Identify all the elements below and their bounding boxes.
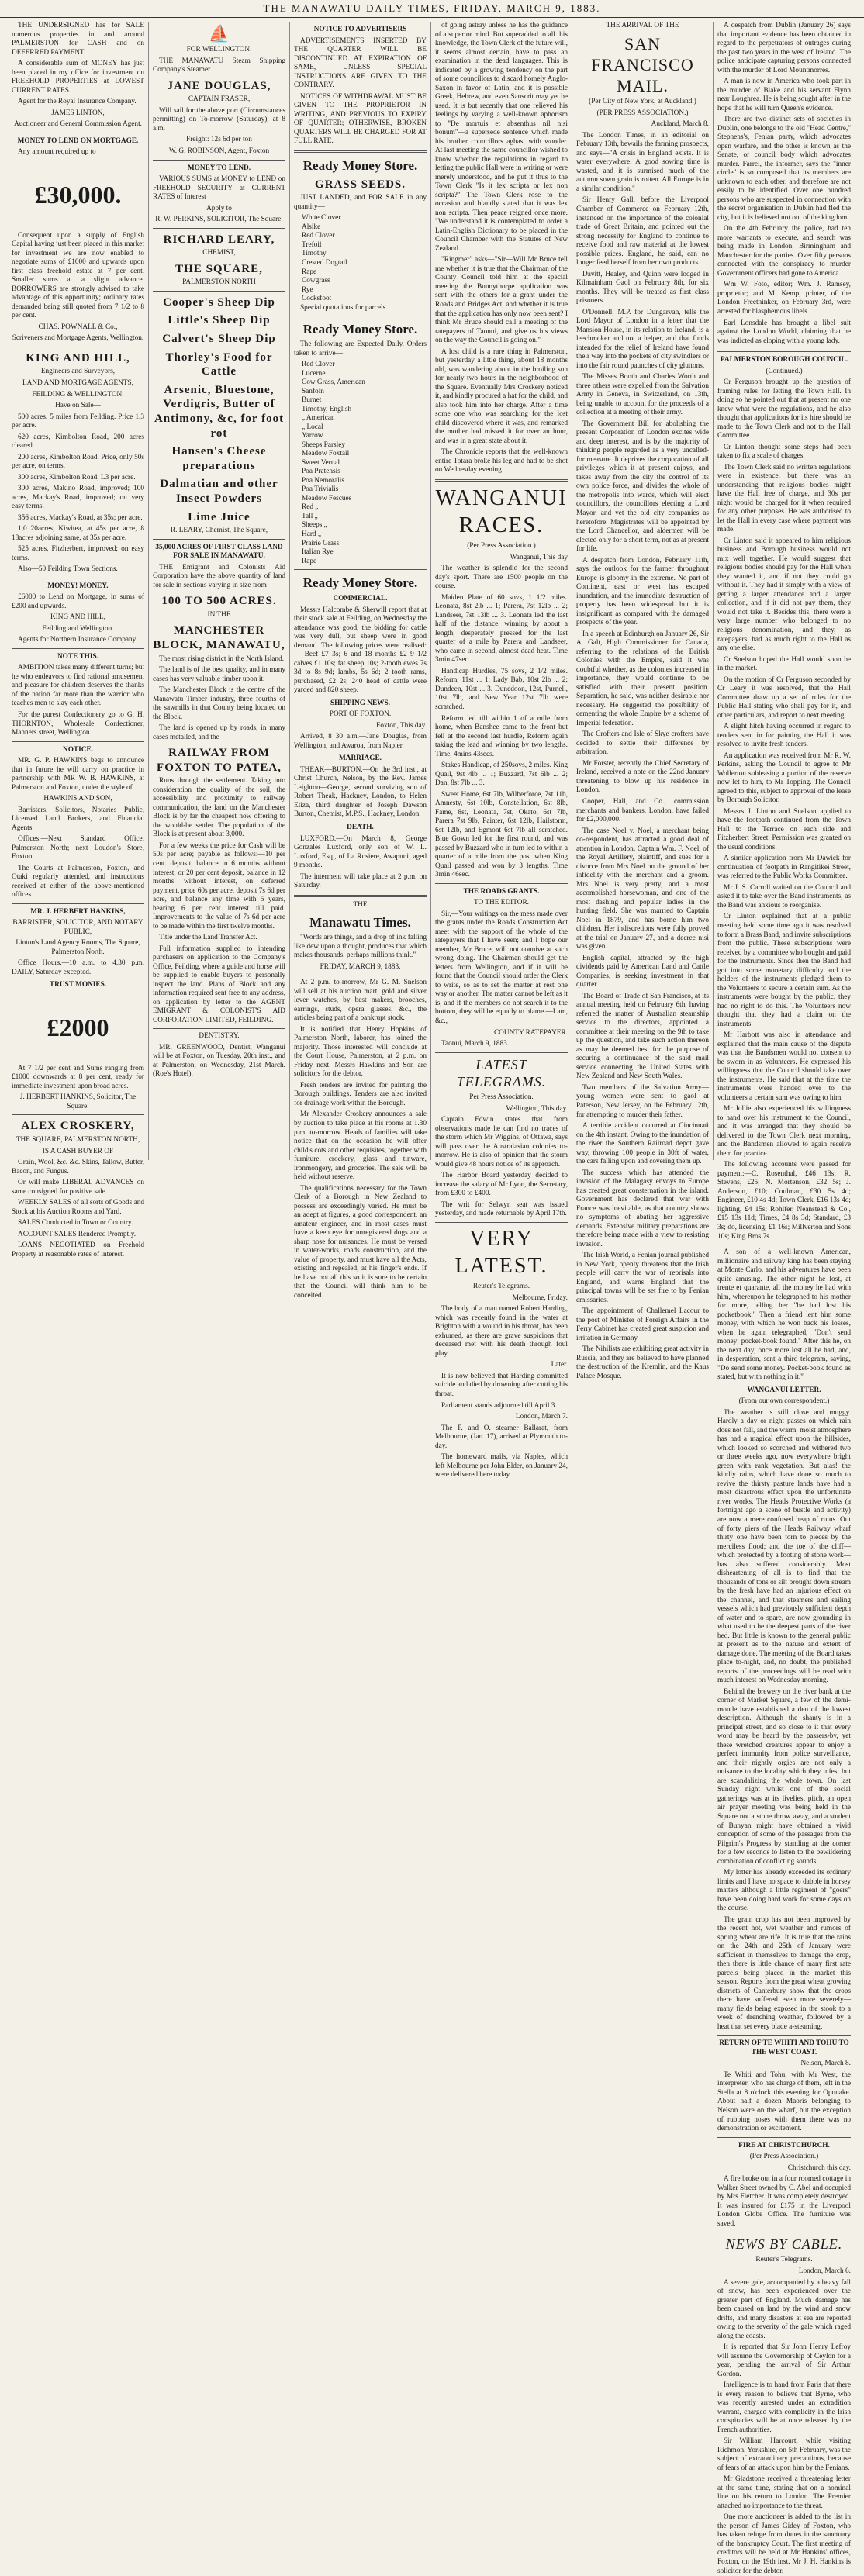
centered-line: Feilding and Wellington. — [42, 624, 114, 633]
right-line: Wanganui, This day — [510, 553, 568, 561]
paragraph: Barristers, Solicitors, Notaries Public, Licensed Land Brokers, and Financial Agents. — [12, 806, 144, 832]
paragraph: O'Donnell, M.P. for Dungarvan, tells the Lord Mayor of London in a letter that the Mansion House, in its relation to Ireland, is a leechmoker and not a helper, and that funds intended for the relief of Ireland have found their way into the pockets of city swindlers or into the fair round paunches of city gluttons. — [576, 308, 709, 370]
paragraph: Cr Linton said it appeared to him religious business and Borough business would not mix well together. He would suggest that religious bodies should pay for the Hall when they wanted it, and if not they could go without it. They had it simply with a view of getting a larger attendance and a larger collection, and if it did not pay them, they would not take it. Besides this, there were a very large number who belonged to no religious denomination, and they, as ratepayers, had as much right to the Hall as any one else. — [717, 537, 851, 653]
list-item: Alsike — [302, 223, 321, 231]
paragraph: Mr Gladstone received a threatening letter at the same time, stating that on a nominal line on his return to London. The Premier attached no importance to the threat. — [717, 2475, 851, 2510]
newspaper-columns — [8, 22, 856, 2575]
list-item: Rye — [302, 285, 313, 294]
list-item: Tall „ — [302, 512, 318, 520]
column-rule — [153, 160, 285, 161]
centered-line: (Continued.) — [766, 367, 803, 375]
list-item: „ Local — [302, 423, 323, 431]
paragraph: THE Emigrant and Colonists Aid Corporation have the above quantity of land for sale in sections varying in size from — [153, 563, 285, 589]
list-item: Hard „ — [302, 530, 322, 538]
paragraph: Sweet Home, 6st 7lb, Wilberforce, 7st 11b, Amnesty, 6st 10lb, Constellation, 6st 8lb, Fame, 8st, Leonata, 7st, Okato, 6st 7lb, Parera 7st 9lb, Painter, 6st 12lb, Hailstorm, 6st 12lb, and Egmont 6st 7lb all scratched. Blue Gown led for the first round, and was passed by Buzzard who in turn led to within a quarter of a mile from the post when King Quail passed and won by 3 lengths. Time 3min 46sec. — [435, 790, 568, 879]
paragraph: The weather is splendid for the second day's sport. There are 1500 people on the course. — [435, 565, 568, 591]
paragraph: 1,0 20acres, Kiwitea, at 45s per acre, 8 18acres adjoining same, at 35s per acre. — [12, 525, 144, 542]
display-headline: MANCHESTER BLOCK, MANAWATU, — [153, 624, 285, 651]
list-item: Red Clover — [302, 232, 335, 240]
paragraph: Messrs J. Linton and Snelson applied to have the footpath continued from the Town Hall to the Terrace on each side and Fitzherbert Street. Permission was granted on the usual conditions. — [717, 807, 851, 851]
paragraph: The London Times, in an editorial on February 13th, bewails the farming prospects, and says—"A crisis in England exists. It is water everywhere. A good sowing time is wasted, and it is surmised much of the autumn sown grain is rotten. All Europe is in a similar condition." — [576, 131, 709, 193]
headline: NOTICE TO ADVERTISERS — [313, 26, 407, 33]
paragraph: A lost child is a rare thing in Palmerston, but yesterday a little thing, about 18 months old, was wandering about in the broiling sun for nearly two hours in the neighborhood of the Square. Eventually Mrs Croskery noticed it, and kindly procured a hat for the child, and also took him into her charge. After a time some one who was searching for the lost child discovered where it was, and remarked the mother had missed it for over an hour, and was in a great state about it. — [435, 347, 568, 445]
paragraph: The weather is still close and muggy. Hardly a day or night passes on which rain does not fall, and the warm, moist atmosphere has had a magical effect upon the hillsides, which looked so scorched and withered two or three weeks ago, now everywhere bright green with rank vegetation. But alas! the kindly rains, which have done so much to revive the thirsty pasture lands have had a most disastrous effect upon the unfortunate river works. The Heads Protective Works (a fortnight ago a scene of bustle and activity) are now a mere confused heap of ruins. Out of forty piers of the Heads Railway wharf thirty one have been torn to pieces by the merciless flood; and the toe of the cliff—which protected by a footing of stone work—has also suffered considerably. Most disheartening of all is to find that the thousands of tons or silt brought down stream by the fresh have had an injurious effect on the channel, and that steamers and sailing vessels which had previously sufficient depth of water and to spare, are now grounding in what used to be the deepest parts of the river bed. But little is known to the general public at present as to the nature and extent of damage done. The meeting of the Board takes place to-night, and, no doubt, the published reports of the proceedings will be read with much interest on Wednesday morning. — [717, 1408, 851, 1685]
paragraph: Sir,—Your writings on the mess made over the grants under the Roads Construction Act meet with the support of the whole of the ratepayers that I have seen; and I hope our member, Mr Bruce, will not connive at such wrong doing. The Chairman should get the letters from Wellington, and if it will be found that the Council should order the Clerk to write, so as to set the matter at rest one way or another. The matter cannot be left as it is, and if the members do not search it to the bottom, they will be equally to blame.—I am, &c., — [435, 910, 568, 1025]
display-headline: Lime Juice — [188, 510, 251, 523]
paragraph: ADVERTISEMENTS INSERTED BY THE QUARTER WILL BE DISCONTINUED AT EXPIRATION OF SAME, UNLESS SPECIAL INSTRUCTIONS ARE GIVEN TO THE CONTRARY. — [294, 36, 427, 90]
paragraph: Runs through the settlement. Taking into consideration the quality of the soil, the accessibility and proximity to railway communication, the land on the Manchester Block is by far the cheapest now offering to the would-be settler. The population of the Block is at present about 3,000. — [153, 777, 285, 839]
paragraph: Offices.—Next Standard Office, Palmerston North; next Loudon's Store, Foxton. — [12, 835, 144, 862]
paragraph: "Words are things, and a drop of ink falling like dew upon a thought, produces that which makes thousands, perhaps millions think." — [294, 934, 427, 960]
paragraph: For a few weeks the price for Cash will be 50s per acre; payable as follows:—10 per cent. deposit, balance in 6 months without interest, or 20 per cent deposit, balance in 12 months' without interest, on deferred payment, price 60s per acre, deposit 7s 6d per acre, and balance any time with 5 years, bearing 6 per cent interest till paid. Improvements to the value of 7s 6d per acre to be made within the first twelve months. — [153, 841, 285, 931]
paragraph: It is reported that Sir John Henry Lefroy will assume the Governorship of Ceylon for a year, pending the arrival of Sir Arthur Gordon. — [717, 2343, 851, 2378]
headline: RETURN OF TE WHITI AND TOHU TO THE WEST COAST. — [719, 2039, 849, 2056]
centered-line: Have on Sale— — [55, 402, 101, 410]
headline: NOTICE. — [62, 745, 93, 754]
ship-icon: ⛵ — [208, 24, 230, 43]
right-line: Melbourne, Friday. — [512, 1293, 568, 1302]
paragraph: A slight hitch having occurred in regard to tenders sent in for painting the Hall it was resolved to invite fresh tenders. — [717, 723, 851, 749]
centered-line: R. LEARY, Chemist, The Square, — [170, 527, 268, 535]
display-headline: 100 TO 500 ACRES. — [161, 595, 277, 608]
paragraph: Mr Harbott was also in attendance and explained that the main cause of the dispute was that the Bandsmen would not consent to be sworn in as Volunteers. He expressed his willingness that the Council should take over the instruments. He said that at the time the instruments were handed over to the volunteers a certain sum was owing to him. — [717, 1031, 851, 1102]
paragraph: A considerable sum of MONEY has just been placed in my office for investment on FREEHOLD PROPERTIES at LOWEST CURRENT RATES. — [12, 60, 144, 95]
centered-line: R. W. PERKINS, SOLICITOR, The Square. — [155, 216, 283, 224]
centered-line: DENTISTRY. — [199, 1032, 240, 1041]
list-item: Cocksfoot — [302, 295, 332, 303]
column-3 — [290, 22, 431, 1300]
display-headline: Hansen's Cheese preparations — [171, 445, 267, 472]
paragraph: Handicap Hurdles, 75 sovs, 2 1/2 miles. Reform, 11st ... 1; Lady Bab, 10st 2lb ... 2; Dundeen, 10st ... 3. Dunedoon, 12st, Purnell, 10st 7lb, and New Year 12st 7lb were scratched. — [435, 667, 568, 711]
paragraph: The Chronicle reports that the well-known entire Totara broke his leg and had to be shot on Wednesday evening. — [435, 448, 568, 475]
paragraph: The following are Expected Daily. Orders taken to arrive— — [294, 340, 427, 357]
headline: SHIPPING NEWS. — [330, 699, 390, 707]
display-headline: ALEX CROSKERY, — [21, 1120, 135, 1133]
paragraph: Behind the brewery on the river bank at the corner of Market Square, a few of the demi-monde have established a den of the lowest description. Although the shanty is in a principal street, and so close to it that every word may be heard by the passers-by, yet these wretched creatures appear to enjoy a perfect immunity from police surveillance, and their nightly orgies are not only a nuisance to the locality which they infest but are scandalizing the whole town. On last Sunday night whilst one of the social gatherings was at its liveliest pitch, an open air prayer meeting was being held in the Square not a stone throw away, and a student of Bunyan might have obtained a vivid conception of some of the passages from the Pilgrim's Progress by standing at the corner for a few seconds to listen to the bewildering combination of conflicting sounds. — [717, 1687, 851, 1866]
paragraph: The Crofters and Isle of Skye crofters have decided to settle their difference by arbitration. — [576, 730, 709, 757]
centered-line: Per Press Association. — [469, 1093, 534, 1102]
paragraph: THEAK—BURTON.—On the 3rd inst., at Christ Church, Nelson, by the Rev. James Leighton—George, second surviving son of Robert Theak, Hackney, London, to Helen Eliza, third daughter of Joseph Dawson Burton, Chemist, M.P.S., Hackney, London. — [294, 765, 427, 819]
store-title: Ready Money Store. — [302, 575, 418, 591]
paragraph: The qualifications necessary for the Town Clerk of a Borough in New Zealand to possess are exceedingly varied. He must be an adept at figures, a good correspondent, an amateur engineer, and in most cases must have a keen eye for unregistered dogs and a sharp nose for nuisances. He must be versed in water-works, roads construction, and the value of property, and must have all the Acts, existing and repealed, at his finger's ends. If he have not all this so it is sure to be certain that the Council will think him to be conceited. — [294, 1184, 427, 1300]
paragraph: On the 4th February the police, had ten more warrants to execute, and search was being made in London, Birmingham and Manchester for the parties. Over fifty persons connected with the conspiracy to murder Government officers had gone to America. — [717, 225, 851, 278]
column-rule — [12, 741, 144, 742]
paragraph: Taonui, March 9, 1883. — [441, 1040, 510, 1048]
paragraph: English capital, attracted by the high dividends paid by American Land and Cattle Companies, is seeking investment in that quarter. — [576, 954, 709, 989]
paragraph: WEEKLY SALES of all sorts of Goods and Stock at his Auction Rooms and Yard. — [12, 1199, 144, 1216]
headline: PALMERSTON BOROUGH COUNCIL. — [720, 356, 848, 364]
paragraph: 356 acres, Mackay's Road, at 35s; per acre. — [18, 513, 143, 522]
paragraph: Arrived, 8 30 a.m.—Jane Douglas, from Wellington, and Awaroa, from Napier. — [294, 733, 427, 750]
centered-line: (Per Press Association.) — [749, 2153, 819, 2161]
centered-line: HAWKINS AND SON, — [43, 795, 112, 803]
centered-line: CHAS. POWNALL & Co., — [38, 323, 118, 331]
centered-line: THE SQUARE, PALMERSTON NORTH, — [16, 1136, 140, 1145]
paragraph: THE MANAWATU Steam Shipping Company's Steamer — [153, 57, 285, 74]
centered-line: BARRISTER, SOLICITOR, AND NOTARY PUBLIC, — [12, 919, 143, 936]
headline: DEATH. — [347, 823, 374, 831]
paragraph: Cr Ferguson brought up the question of framing rules for letting the Town Hall. In doing so he pointed out that at present no one knew what were the regulations, and he also thought that applications for its hire should be made to the Town Clerk and not to the Hall Committee. — [717, 378, 851, 440]
paragraph: Agent for the Royal Insurance Company. — [18, 98, 137, 106]
paragraph: Parliament stands adjourned till April 3. — [441, 1401, 557, 1410]
list-item: Cow Grass, American — [302, 378, 365, 387]
list-item: Meadow Foxtail — [302, 450, 350, 458]
paragraph: The Misses Booth and Charles Worth and three others were expelled from the Salvation Army in Geneva, in Switzerland, on 13th, being unable to account for the proceeds of a collection at a meeting of their army. — [576, 373, 709, 417]
display-headline: GRASS SEEDS. — [314, 178, 406, 191]
store-title: Manawatu Times. — [309, 915, 411, 931]
centered-line: (Per Press Association.) — [467, 542, 536, 551]
paragraph: Reform led till within 1 of a mile from home, when Banshee came to the front but fell at the second last hurdle, Reform again taking the lead and winning by two lengths. Time, 4mins 43secs. — [435, 714, 568, 758]
paragraph: A son of a well-known American, millionaire and railway king has been staying at Monte Carlo, and his adventures have been quite amusing. The other night he lost, at trente et quarante, all the money he had with him, whereupon he telegraphed to his mother for more, telling her "he had lost his pocketbook." Then a friend lent him some money, with which he won back his losses, when he again telegraphed, "Don't send money; pocket-book found." After this he, on the next day, once more lost all he had, and, in desperation, sent a third telegram, saying, "Do send some money. Pocket-book found as stated, but with nothing in it." — [717, 1248, 851, 1382]
paragraph: It is notified that Henry Hopkins of Palmerston North, laborer, has joined the majority. Those interested will conclude at the Court House, Palmerston, at 2 p.m. on Friday next. Messrs Hawkins and Son are solicitors for the debtor. — [294, 1025, 427, 1079]
paragraph: Agents for Northern Insurance Company. — [18, 636, 138, 644]
paragraph: On the motion of Cr Ferguson seconded by Cr Leary it was resolved, that the Hall Committee draw up a set of rules for the Public Hall stating who shall pay for it, and other particulars, and report to next meeting. — [717, 675, 851, 720]
paragraph: Cooper, Hall, and Co., commission merchants and bankers, London, have failed for £2,000,000. — [576, 797, 709, 824]
centered-line: FEILDING & WELLINGTON. — [32, 390, 124, 399]
right-line: COUNTY RATEPAYER. — [493, 1028, 568, 1037]
right-line: London, March 6. — [798, 2267, 851, 2275]
display-headline: Thorley's Food for Cattle — [165, 350, 273, 378]
list-item: Poa Nemoralis — [302, 476, 344, 485]
centered-line: Auctioneer and General Commission Agent. — [14, 120, 142, 129]
paragraph: The Irish World, a Fenian journal published in New York, openly threatens that the Irish people will carry the war of reprisals into England, and warns England that the principal towns will be set fire to by Fenian emissaries. — [576, 1252, 709, 1304]
centered-line: J. HERBERT HANKINS, Solicitor, The Square. — [19, 1093, 137, 1110]
paragraph: At 7 1/2 per cent and Sums ranging from £1000 downwards at 8 per cent, ready for immediate investment upon broad acres. — [12, 1064, 144, 1090]
column-rule — [294, 895, 427, 897]
paragraph: 525 acres, Fitzherbert, improved; on easy terms. — [12, 545, 144, 562]
headline: TRUST MONIES. — [49, 981, 107, 989]
paragraph: Sir William Harcourt, while visiting Richmon, Yorkshire, on 5th February, was the subject of extraordinary precautions, because of fears of an attack upon him by the Fenians. — [717, 2437, 851, 2472]
centered-line: W. G. ROBINSON, Agent, Foxton — [168, 147, 270, 155]
centered-line: Engineers and Surveyors, — [40, 368, 116, 376]
right-line: London, March 7. — [515, 1413, 568, 1421]
masthead: THE MANAWATU DAILY TIMES, FRIDAY, MARCH 9, 1883. — [0, 0, 864, 18]
paragraph: Mr J. S. Carroll waited on the Council and asked it to take over the Band instruments, as the Band was anxious to reorganise. — [717, 883, 851, 910]
display-headline: Dalmatian and other Insect Powders — [160, 478, 278, 505]
list-item: Trefoil — [302, 240, 322, 249]
list-item: Poa Pratensis — [302, 468, 340, 476]
paragraph: One more auctioneer is added to the list in the person of James Gidey of Foxton, who has taken refuge from dunes in the sanctuary of the bankruptcy Court. The first meeting of creditors will be held at Mr Hankins' offices, Foxton, on the 19th inst. Mr J. H. Hankins is solicitor for the debtor. — [717, 2513, 851, 2575]
column-4 — [431, 22, 572, 1480]
headline: NOTE THIS. — [57, 652, 99, 661]
paragraph: Full information supplied to intending purchasers on application to the Company's Office, Feilding, where a guide and horse will be supplied to enable buyers to personally inspect the land. Plans of Block and any information required sent free to any address, on application by letter to the AGENT EMIGRANT & COLONIST'S AID CORPORATION LIMITED, FEILDING. — [153, 944, 285, 1024]
paragraph: A man is now in America who took part in the murder of Blake and his servant Flynn near Loughrea. He is being sought after in the hope that he will turn Queen's evidence. — [717, 78, 851, 112]
centered-line: Linton's Land Agency Rooms, The Square, Palmerston North. — [16, 939, 140, 956]
display-headline: KING AND HILL, — [26, 351, 130, 364]
paragraph: Davitt, Healey, and Quinn were lodged in Kilmainham Gaol on February 8th, for six months. They will be treated as first class prisoners. — [576, 270, 709, 306]
paragraph: Te Whiti and Tohu, with Mr West, the interpreter, who has charge of them, left in the Stella at 8 o'clock this evening for Opunake. About half a dozen Maoris belonging to Nelson were on the wharf, but the exception of rubbing noses with them there was no demonstration or excitement. — [717, 2070, 851, 2133]
centered-line: Apply to — [206, 204, 232, 212]
paragraph: Fresh tenders are invited for painting the Borough buildings. Tenders are also invited for drainage work within the Borough. — [294, 1081, 427, 1107]
paragraph: NOTICES OF WITHDRAWAL MUST BE GIVEN TO THE PROPRIETOR IN WRITING, AND PREVIOUS TO EXPIRY OF QUARTER; OTHERWISE, BROKEN QUARTERS WILL BE CHARGED FOR AT FULL RATE. — [294, 92, 427, 146]
paragraph: SALES Conducted in Town or Country. — [18, 1219, 133, 1228]
amount-headline: £30,000. — [34, 180, 122, 209]
paragraph: The homeward mails, via Naples, which left Melbourne per John Elder, on January 24, were delivered here today. — [435, 1453, 568, 1480]
centered-line: THE ARRIVAL OF THE — [606, 22, 679, 29]
amount-headline: £2000 — [47, 1013, 109, 1041]
centered-line: JAMES LINTON, — [51, 109, 105, 117]
list-item: Yarrow — [302, 432, 323, 440]
headline: MONEY! MONEY. — [47, 582, 109, 590]
centered-line: THE — [353, 900, 368, 909]
paragraph: The most rising district in the North Island. — [159, 654, 285, 663]
column-rule — [153, 291, 285, 292]
centered-line: (From our own correspondent.) — [738, 1397, 830, 1406]
paragraph: In a speech at Edinburgh on January 26, Sir A. Galt, High Commissioner for Canada, referring to the relations of the British Colonies with the Empire, said it was doubtful whether, as the colonies increased in importance, they would continue to be satisfied with their present position. Separation, he said, was neither desirable nor necessary. He suggested the possibility of cementing the whole Empire by a scheme of Imperial federation. — [576, 630, 709, 727]
centered-line: Scriveners and Mortgage Agents, Wellington. — [12, 334, 144, 343]
paragraph: A despatch from London, February 11th, says the outlook for the farmer throughout Europe is gloomy in the extreme. No part of Continent, east or west has escaped inundation, and the immediate destruction of property has been widespread but it is insignificant as compared with the damaged prospects of the year. — [576, 556, 709, 627]
paragraph: Grain, Wool, &c. &c. Skins, Tallow, Butter, Bacon, and Fungus. — [12, 1159, 144, 1176]
headline: 35,000 ACRES OF FIRST CLASS LAND FOR SALE IN MANAWATU. — [155, 543, 283, 561]
paragraph: The Harbor Board yesterday decided to increase the salary of Mr Lyon, the Secretary, from £300 to £400. — [435, 1172, 568, 1198]
paragraph: The appointment of Challemel Lacour to the post of Minister of Foreign Affairs in the Ferry Cabinet has created great suspicion and irritation in Germany. — [576, 1307, 709, 1342]
centered-line: FOR WELLINGTON. — [186, 46, 252, 54]
paragraph: Also—50 Feilding Town Sections. — [18, 565, 118, 574]
column-rule — [294, 569, 427, 570]
paragraph: The success which has attended the invasion of the Malagasy envoys to Europe has created great consternation in the island. Government has declared that war with France was inevitable, as that country shows no symptoms of abating her aggressive demands. Extensive military preparations are therefore being made with a view to resisting invasion. — [576, 1169, 709, 1248]
paragraph: LOANS NEGOTIATED on Freehold Property at reasonable rates of interest. — [12, 1241, 144, 1259]
paragraph: AMBITION takes many different turns; but he who endeavors to find rational amusement and pleasure for children deserves the thanks of the nation far more than the warrior who teaches men to slay each other. — [12, 664, 144, 708]
list-item: Poa Trivialis — [302, 485, 339, 494]
paragraph: VARIOUS SUMS at MONEY to LEND on FREEHOLD SECURITY at CURRENT RATES of Interest — [153, 175, 285, 202]
headline: MONEY TO LEND ON MORTGAGE. — [17, 136, 139, 145]
column-rule — [12, 648, 144, 649]
paragraph: Mr Alexander Croskery announces a sale by auction to take place at his rooms at 1.30 p.m. to-morrow. Heads of families will take notice that on the occasion he will offer child's cots and other requisites, together with furniture, crockery, glass and tinware, ironmongery, and groceries. The sale will be held without reserve. — [294, 1110, 427, 1182]
list-item: Lucerne — [302, 369, 326, 378]
right-line: Christchurch this day. — [787, 2163, 851, 2172]
paragraph: My lotter has already exceeded its ordinary limits and I have no space to dabble in horsey matters although a little regiment of "goers" have been doing hard work for some days on the course. — [717, 1869, 851, 1913]
centered-line: CHEMIST, — [202, 249, 236, 257]
column-rule — [717, 350, 851, 352]
paragraph: The Manchester Block is the centre of the Manawatu Timber industry, three fourths of the sawmills in that County being located on the Block. — [153, 686, 285, 721]
paragraph: Messrs Halcombe & Sherwill report that at their stock sale at Feilding, on Wednesday the attendance was good, the bidding for cattle was very dull, but sheep were in good demand. The following prices were realised:— Beef £7 3s; 6 and 18 months £2 9 1/2 calves £1 10s; fat sheep 10s; 2-tooth ewes 7s 3d to 8s 9d; lambs, 5s 6d; 2 tooth rams, purchased, £2 2s; 240 head of cattle were yarded and 820 sheep. — [294, 606, 427, 695]
centered-line: CAPTAIN FRASER, — [188, 95, 251, 104]
paragraph: The Nihilists are exhibiting great activity in Russia, and they are believed to have planned the destruction of the Kremlin, and the Kaus Palace Mosque. — [576, 1345, 709, 1380]
paragraph: The body of a man named Robert Harding, which was recently found in the water at Brighton with a wound in his throat, has been exhumed, as there are grave suspicions that deceased met with his death through foul play. — [435, 1305, 568, 1358]
paragraph: The interment will take place at 2 p.m. on Saturday. — [294, 872, 427, 890]
headline: MARRIAGE. — [338, 754, 382, 763]
paragraph: The following accounts were passed for payment:—C. Rosenthal, £46 13s; R. Stevens, £25; N. Mortenson, £32 5s; J. Anderson, £10; Coulman, £30 5s 4d; Engineer, £10 4s 4d; Town Clerk, £16 13s 4d; lighting, £4 15s; Rohlfer, Neanstead & Co., £15 13s 11d; Times, £4 8s 3d; Standard, £3 3s; do, licensing, £1 16s; Millverton and Sons 10s; King Bros 7s. — [717, 1161, 851, 1241]
display-headline: THE SQUARE, — [175, 262, 263, 275]
paragraph: of going astray unless he has the guidance of a superior mind. But superadded to all this knowledge, the Town Clerk of the future will, it seems almost certain, have to pass an examination in the dead languages. This is indicated by a growing tendency on the part of some councillors to discard homely Anglo-Saxon in favor of Latin, and it is possible Greek, Hebrew, and even Sanscrit may yet be used. It is but recently that one relieved his feelings by varying a well-known aphorism to "De mortuis et absenthus nil nisi bonum"—a supersede sentence which made his brother councillors aghast with wonder. At last meeting the same councillor wished to know whether the regulations in regard to letting the public Hall were in writing or were merely understood, and he put it thus to the Town Clerk "Is it lex scripta or lex non scripta?" The Town Clerk rose to the occasion and blandly stated that it was lex non scripta. Then peace reigned once more. "We understand it is contemplated to order a Latin-English Dictionary to be placed in the Council Chamber with the Statutes of New Zealand. — [435, 22, 568, 253]
column-rule — [153, 539, 285, 540]
list-item: Burnet — [302, 396, 322, 405]
list-item: Crested Dogtail — [302, 258, 347, 267]
paragraph: At 2 p.m. to-morrow, Mr G. M. Snelson will sell at his auction mart, gold and silver lever watches, by best makers, brooches, earrings, studs, opera glasses, &c., the articles being part of a bankrupt stock. — [294, 979, 427, 1023]
column-rule — [153, 1028, 285, 1029]
column-rule — [153, 228, 285, 229]
centered-line: KING AND HILL, — [50, 613, 105, 622]
right-line: Wellington, This day. — [506, 1104, 568, 1113]
paragraph: Consequent upon a supply of English Capital having just been placed in this market for investment we are now enabled to negotiate sums of £1000 and upwards upon first class freehold estate at 7 per cent. Smaller sums at a slight advance. BORROWERS are strongly advised to take advantage of this opportunity; ordinary rates demanded being still quoted from 7 1/2 to 8 per cent. — [12, 231, 144, 320]
centered-line: (Per City of New York, at Auckland.) — [589, 98, 696, 106]
paragraph: 500 acres, 5 miles from Feilding. Price 1,3 per acre. — [12, 413, 144, 430]
column-rule — [717, 2137, 851, 2138]
column-rule — [12, 903, 144, 904]
paragraph: Earl Lonsdale has brought a libel suit against the London World, claiming that he was indicted as eloping with a young lady. — [717, 319, 851, 345]
list-item: „ American — [302, 414, 335, 423]
display-headline: Calvert's Sheep Dip — [162, 333, 276, 345]
section-title: WANGANUI RACES. — [435, 485, 568, 537]
headline: FIRE AT CHRISTCHURCH. — [738, 2141, 830, 2150]
list-item: Rape — [302, 557, 317, 565]
right-line: Auckland, March 8. — [651, 120, 709, 129]
list-item: Cowgrass — [302, 277, 330, 285]
paragraph: Mr Jollie also experienced his willingness to hand over his instrument to the Council, and it was arranged that they should be delivered to the Town Clerk next morning, and the Bandsmen allowed to again receive them for practice. — [717, 1105, 851, 1158]
list-item: Prairie Grass — [302, 539, 340, 547]
paragraph: Cr Linton thought some steps had been taken to fix a scale of charges. — [717, 443, 851, 461]
list-item: Rape — [302, 268, 317, 276]
section-title: SAN FRANCISCO MAIL. — [591, 33, 694, 96]
column-rule — [717, 2035, 851, 2036]
paragraph: The Courts at Palmerston, Foxton, and Otaki regularly attended, and instructions received at either of the above-mentioned offices. — [12, 864, 144, 900]
paragraph: An application was received from Mr R. W. Perkins, asking the Council to agree to Mr Wollerton subleasing a portion of the reserve now let to him, to Mr Topping. The Council agreed to this, subject to approval of the lease by Borough Solicitor. — [717, 751, 851, 805]
display-headline: JANE DOUGLAS, — [167, 79, 271, 92]
paragraph: A severe gale, accompanied by a heavy fall of snow, has been experienced over the greater part of England. Much damage has been caused on land by the wind and snow drifts, and many disasters at sea are reported owing to the severity of the gale which raged along the coasts. — [717, 2278, 851, 2340]
list-item: Italian Rye — [302, 548, 334, 557]
paragraph: The Town Clerk said no written regulations were in existence, but there was an understanding that religious bodies might have the Hall free of charge, and 30s per night would be charged for it when required for any other purposes. He was authorised to let the Hall in every case where payment was made. — [717, 463, 851, 534]
headline: THE ROADS GRANTS. — [463, 887, 540, 896]
centered-line: PORT OF FOXTON. — [329, 710, 392, 719]
paragraph: Cr Snelson hoped the Hall would soon be in the market. — [717, 655, 851, 673]
list-item: Sweet Vernal — [302, 458, 340, 467]
centered-line: IN THE — [207, 610, 231, 619]
paragraph: For the purest Confectionery go to G. H. THORNTON, Wholesale Confectioner, Manners street, Wellington. — [12, 710, 144, 737]
right-line: Nelson, March 8. — [800, 2060, 851, 2068]
paragraph: Captain Edwin states that from observations made he can find no traces of the storm which Mr Wiggins, of Ottawa, says will pass over the Australasian colonies to-morrow. He is also of opinion that the storm would give 48 hours notice of its approach. — [435, 1116, 568, 1169]
list-item: Red Clover — [302, 361, 335, 369]
centered-line: IS A CASH BUYER OF — [42, 1147, 114, 1155]
headline: MONEY TO LEND. — [187, 164, 251, 172]
list-item: Meadow Fescues — [302, 494, 352, 502]
paragraph: Cr Linton explained that at a public meeting held some time ago it was resolved to form a Brass Band, and invite subscriptions from the public. These subscriptions were received by a committee who bought and paid for the instruments. Since then the Band had got into some monetary difficulty and the holders of the instruments pledged them to the Volunteers to secure a certain sum. As the instruments were bought by the public, they had no right to do this. The Volunteers now thought that they had a claim on the instruments. — [717, 913, 851, 1028]
centered-line: Reuter's Telegrams. — [755, 2256, 813, 2264]
paragraph: The Board of Trade of San Francisco, at its annual meeting held on February 6th, having referred the matter of Australian steamship service to the directors, appointed a committee at their meeting on the 9th to take up the question, and take such action thereon as may be deemed best for the purpose of securing a continuance of the said mail service connecting the United States with New Zealand and New South Wales. — [576, 992, 709, 1081]
column-rule — [294, 150, 427, 153]
paragraph: Any amount required up to — [18, 148, 96, 157]
paragraph: A fire broke out in a four roomed cottage in Walker Street owned by C. Abel and occupied by Mrs Fletcher. It was completely destroyed. It was insured for £175 in the Liverpool London Globe Office. The furniture was saved. — [717, 2175, 851, 2228]
list-item: Sheeps „ — [302, 521, 327, 530]
centered-line: (PER PRESS ASSOCIATION.) — [596, 109, 689, 117]
column-rule — [435, 1222, 568, 1223]
paragraph: Special quotations for parcels. — [300, 303, 388, 312]
store-title: Ready Money Store. — [302, 157, 418, 173]
paragraph: 200 acres, Kimbolton Road. Price, only 50s per acre, on terms. — [12, 453, 144, 471]
list-item: Timothy, English — [302, 405, 352, 413]
paragraph: THE UNDERSIGNED has for SALE numerous properties in and around PALMERSTON for CASH and on DEFERRED PAYMENT. — [12, 22, 144, 57]
list-item: White Clover — [302, 214, 341, 223]
paragraph: Stakes Handicap, of 250sovs, 2 miles. King Quail, 9st 4lb ... 1; Buzzard, 7st 6lb ... 2; Dan, 8st 7lb ... 3. — [435, 761, 568, 788]
paragraph: There are two distinct sets of societies in Dublin, one belongs to the old "Head Centre," Stephens's, Fenian party, which advocates open warfare, and the other is known as the Senate, or council body which advocates murder. Farrel, the informer, says the "inner circle" is so composed that its members are unknown to each other, and therefore are not easily to be identified. Over one hundred persons who are suspected in connection with the secret organisation in Dublin had fled the city, but it is believed not out of the kingdom. — [717, 116, 851, 222]
paragraph: Office Hours.—10 a.m. to 4.30 p.m. DAILY, Saturday excepted. — [12, 959, 144, 976]
paragraph: Mr Forster, recently the Chief Secretary of Ireland, received a note on the 22nd January threatening to blow up his residence in London. — [576, 759, 709, 795]
paragraph: Will sail for the above port (Circumstances permitting) on To-morrow (Saturday), at 8 a.m. — [153, 106, 285, 133]
column-5 — [572, 22, 714, 1380]
right-line: Later. — [551, 1361, 568, 1369]
paragraph: Maiden Plate of 60 sovs, 1 1/2 miles. Leonata, 8st 2lb ... 1; Parera, 7st 12lb ... 2; Landseer, 7st 13lb ... 3. Leonata led the last half of the distance, winning by about a length, desperately pressed for the last quarter of a mile by Parera and Landseer, who came in second, almost dead heat. Time 3min 47sec. — [435, 593, 568, 665]
section-title: VERY LATEST. — [454, 1226, 548, 1278]
paragraph: £6000 to Lend on Mortgage, in sums of £200 and upwards. — [12, 593, 144, 610]
list-item: Sanfoin — [302, 387, 324, 395]
paragraph: The case Noel v. Noel, a merchant being co-respondent, has attracted a good deal of attention in London. Captain Wm. F. Noel, of the Royal Artillery, plaintiff, and sues for a divorce from Mrs Noel on the ground of her infidelity with the merchant and a groom. Mrs Noel is very pretty, and a most accomplished horsewoman, and one of the most dashing and popular ladies in the hunting field. She was married to Captain Noel in 1879, and has borne him two children. Her indiscretions were fully proved at the trial on January 27, and a decree nisi was given. — [576, 827, 709, 951]
paragraph: The land is opened up by roads, in many cases metalled, and the — [153, 724, 285, 741]
paragraph: A despatch from Dublin (January 26) says that important evidence has been obtained in regard to the perpetrators of outrages during the past two years in the west of Ireland. The police anticipate capturing persons connected with the murder of Lord Mountmorres. — [717, 22, 851, 74]
centered-line: Freight: 12s 6d per ton — [186, 136, 252, 144]
paragraph: A similar application from Mr Dawick for continuation of footpath in Rangitikei Street, was referred to the Public Works Committee. — [717, 855, 851, 881]
paragraph: The land is of the best quality, and in many cases has very valuable timber upon it. — [153, 666, 285, 683]
paragraph: LUXFORD.—On March 8, George Gonzales Luxford, only son of W. L. Luxford, Esq., of La Rosiere, Awapuni, aged 9 months. — [294, 834, 427, 870]
display-headline: RAILWAY FROM FOXTON TO PATEA, — [157, 747, 282, 774]
paragraph: ACCOUNT SALES Rendered Promptly. — [18, 1230, 137, 1238]
paragraph: The P. and O. steamer Ballarat, from Melbourne, (Jan. 17), arrived at Plymouth to-day. — [435, 1424, 568, 1450]
centered-line: LAND AND MORTGAGE AGENTS, — [22, 379, 134, 387]
right-line: Foxton, This day. — [376, 721, 427, 730]
column-2 — [149, 22, 290, 1160]
headline: COMMERCIAL. — [333, 595, 388, 603]
paragraph: A terrible accident occurred at Cincinnati on the 4th instant. Owing to the inundation of the river the Southern Railroad depot gave way, throwing 100 people in 30ft of water, the cars falling upon and covering them up. — [576, 1122, 709, 1166]
column-rule — [435, 883, 568, 884]
display-headline: RICHARD LEARY, — [163, 233, 275, 246]
list-item: Red „ — [302, 503, 319, 512]
paragraph: The Government Bill for abolishing the present Corporation of London excites wide and deep interest, and is by the majority of thinking people regarded as a very uncalled-for measure. It deprives the corporation of all privileges which it at present enjoys, and takes away from the city the control of its own police force, and divides the whole of the metropolis into wards, which will elect councillors, the councillors electing a Lord Mayor, and yet the old city companies as heretofore. Magistrates will be appointed by the Lord Chancellor, and aldermen will be elected only for a short term, not as at present for life. — [576, 420, 709, 554]
headline: WANGANUI LETTER. — [747, 1386, 821, 1394]
centered-line: TO THE EDITOR. — [473, 899, 530, 907]
column-6 — [714, 22, 855, 2575]
store-title: Ready Money Store. — [302, 322, 418, 337]
centered-line: FRIDAY, MARCH 9, 1883. — [320, 962, 401, 971]
paragraph: 620 acres, Kimbolton Road, 200 acres cleared. — [12, 433, 144, 451]
paragraph: MR. GREENWOOD, Dentist, Wanganui will be at Foxton, on Tuesday, 20th inst., and at Palmerston, on Wednesday, 21st March. (Roe's Hotel). — [153, 1043, 285, 1079]
display-headline: Arsenic, Bluestone, Verdigris, Butter of Antimony, &c, for foot rot — [154, 383, 285, 440]
display-headline: Cooper's Sheep Dip — [163, 295, 275, 309]
column-rule — [435, 479, 568, 482]
paragraph: 300 acres, Kimbolton Road, L3 per acre. — [18, 473, 136, 482]
paragraph: JUST LANDED, and FOR SALE in any quantity— — [294, 194, 427, 211]
paragraph: The grain crop has not been improved by the recent hot, wet weather and rumors of sprung wheat are rife. It is true that the rains on the 24th and 25th of January were sufficient in themselves to damage the crop, then there is little chance of many first rate parcels being placed in the market this season. Reports from the great wheat growing districts of Canterbury show that the crops there have suffered even more severely—many fields being exposed in the stook to a week of drenching weather, followed by a heat that set every blade a-steaming. — [717, 1915, 851, 2031]
paragraph: Intelligence is to hand from Paris that there is every reason to believe that Byrne, who was recently arrested under an extradition warrant, charged with complicity in the Irish conspiracies will be at once released by the French authorities. — [717, 2381, 851, 2434]
column-1 — [8, 22, 149, 1259]
headline: MR. J. HERBERT HANKINS, — [30, 907, 126, 916]
paragraph: Wm W. Foto, editor; Wm. J. Ramsey, proprietor; and M. Kemp, printer, of the London Freethinker, on February 3rd, were arrested for blasphemous libels. — [717, 281, 851, 316]
paragraph: Or will make LIBERAL ADVANCES on same consigned for positive sale. — [12, 1179, 144, 1196]
centered-line: PALMERSTON NORTH — [182, 278, 256, 287]
paragraph: Two members of the Salvation Army—young women—were sent to gaol at Paterson, New Jersey, on the February 12th, for attempting to murder their father. — [576, 1083, 709, 1119]
section-title: LATEST TELEGRAMS. — [456, 1056, 547, 1089]
paragraph: Title under the Land Transfer Act. — [159, 934, 257, 942]
column-rule — [12, 1114, 144, 1115]
list-item: Timothy — [302, 250, 327, 258]
paragraph: 300 acres, Makino Road, improved; 100 acres, Mackay's Road, improved; on very easy terms. — [12, 485, 144, 511]
paragraph: Sir Henry Gall, before the Liverpool Chamber of Commerce on February 12th, instanced on the importance of the colonial trade of Great Britain, and pointed out the strong necessity for England to continue to receive food and raw material at the lowest possible prices. England, he said, can no longer feed herself from her own products. — [576, 196, 709, 268]
display-headline: Little's Sheep Dip — [168, 314, 271, 327]
column-rule — [435, 1052, 568, 1053]
paragraph: MR. G. P. HAWKINS begs to announce that in future he will carry on practice in partnership with MR W. B. HAWKINS, at Palmerston and Foxton, under the style of — [12, 757, 144, 792]
centered-line: Reuter's Telegrams. — [472, 1283, 530, 1291]
paragraph: The writ for Selwyn seat was issued yesterday, and made returnable by April 17th. — [435, 1200, 568, 1218]
paragraph: "Ringmer" asks—"Sir—Will Mr Bruce tell me whether it is true that the Chairman of the County Council told him at the special meeting the Bunnythorpe application was sent with the others for a grant under the Roads and Bridges Act, and whether it is true that the application has only now been sent? I think Mr Bruce should call a meeting of the ratepayers of Taonui, and give us his views on the way the Council is going on." — [435, 256, 568, 345]
section-title: NEWS BY CABLE. — [725, 2236, 843, 2253]
paragraph: It is now believed that Harding committed suicide and died by drowning after cutting his throat. — [435, 1372, 568, 1398]
list-item: Sheeps Parsley — [302, 440, 346, 449]
